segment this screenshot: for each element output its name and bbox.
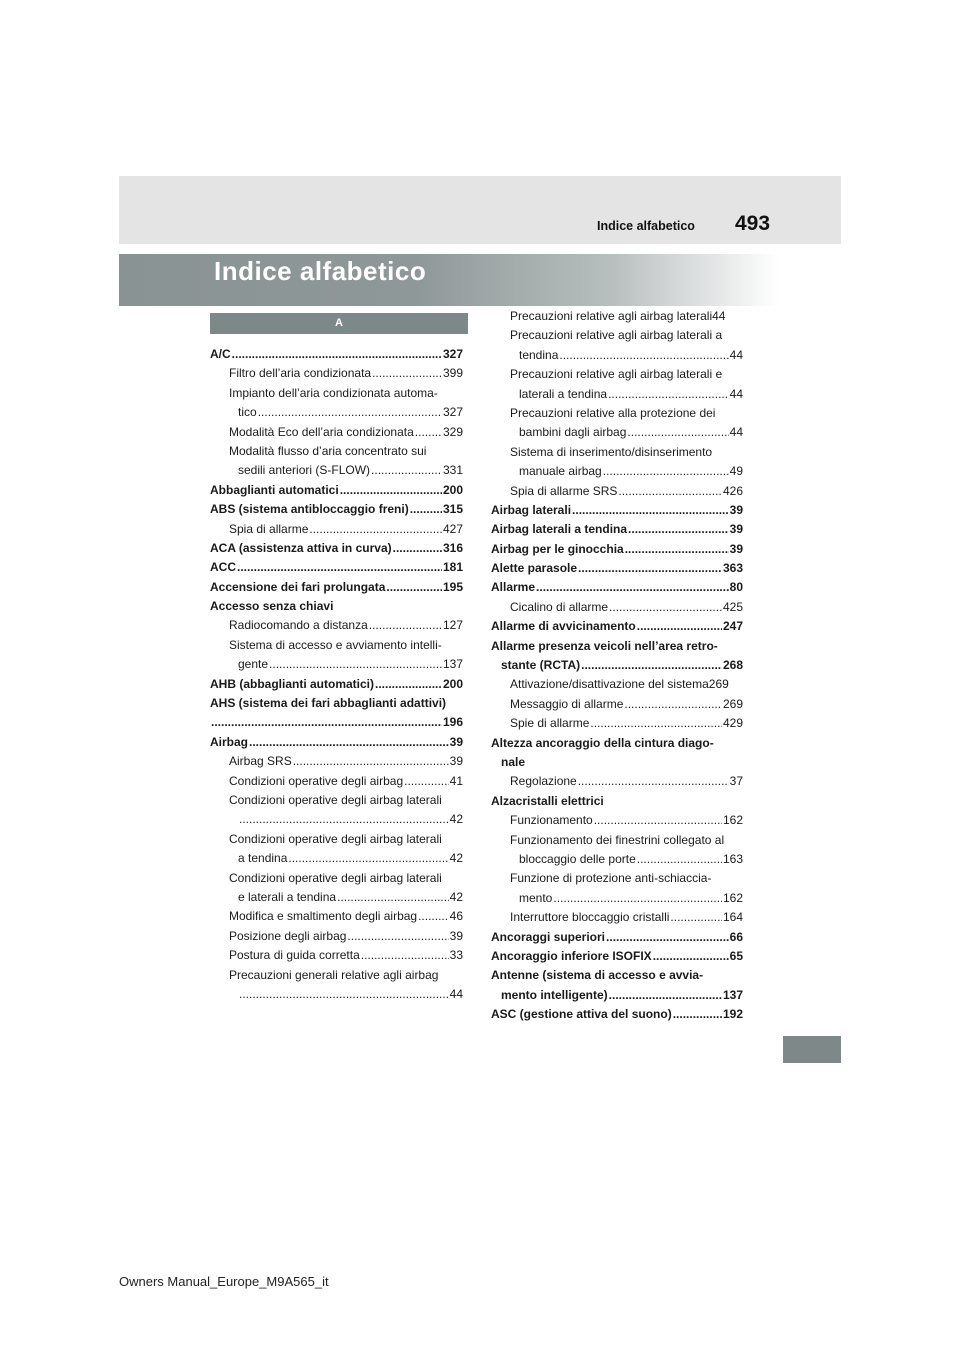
entry-text: Funzionamento <box>510 813 593 828</box>
entry-page-number: 316 <box>442 540 463 555</box>
entry-text: Cicalino di allarme <box>510 599 609 614</box>
index-entry <box>491 714 743 733</box>
index-entry <box>491 850 743 869</box>
index-entry: Precauzioni generali relative agli airbag <box>229 967 439 982</box>
index-entry <box>210 888 463 907</box>
entry-text: Spia di allarme SRS <box>510 483 618 498</box>
entry-page-number: 137 <box>722 987 743 1002</box>
leader-dots <box>594 811 722 830</box>
leader-dots <box>603 462 729 481</box>
leader-dots <box>637 850 722 869</box>
leader-dots <box>361 946 449 965</box>
thumb-index-tab <box>783 1036 841 1063</box>
index-entry <box>210 946 463 965</box>
index-entry <box>210 364 463 383</box>
entry-text: A/C <box>210 347 231 361</box>
entry-text: Abbaglianti automatici <box>210 482 339 497</box>
index-entry: Modalità flusso d’aria concentrato sui <box>229 443 427 458</box>
entry-text: Filtro dell’aria condizionata <box>229 366 372 381</box>
entry-text: laterali a tendina <box>519 386 608 401</box>
entry-page-number: 399 <box>442 366 463 381</box>
leader-dots <box>369 616 442 635</box>
entry-page-number: 49 <box>729 464 743 479</box>
entry-page-number: 44 <box>712 309 726 323</box>
leader-dots <box>670 908 722 927</box>
entry-text: Spia di allarme <box>229 521 309 536</box>
page-number: 493 <box>735 212 771 235</box>
index-entry: Alzacristalli elettrici <box>491 793 604 808</box>
index-entry <box>491 462 743 481</box>
leader-dots <box>237 558 442 577</box>
entry-page-number: 46 <box>449 909 463 924</box>
entry-page-number: 164 <box>722 910 743 925</box>
index-entry <box>491 656 743 675</box>
index-entry: Accesso senza chiavi <box>210 599 334 614</box>
entry-page-number: 66 <box>729 929 743 944</box>
leader-dots <box>239 810 449 829</box>
leader-dots <box>232 345 442 364</box>
index-entry <box>210 500 463 519</box>
entry-page-number: 268 <box>722 658 743 673</box>
index-entry <box>491 947 743 966</box>
entry-text: a tendina <box>238 851 288 866</box>
index-entry: Sistema di accesso e avviamento intelli- <box>229 637 442 652</box>
index-entry <box>491 811 743 830</box>
leader-dots <box>293 752 449 771</box>
leader-dots <box>418 907 449 926</box>
entry-page-number: 429 <box>722 716 743 731</box>
index-entry <box>491 346 743 365</box>
entry-text: Attivazione/disattivazione del sistema <box>510 677 709 692</box>
leader-dots <box>239 985 449 1004</box>
index-entry <box>491 889 743 908</box>
entry-page-number: 44 <box>729 425 743 440</box>
entry-text: Postura di guida corretta <box>229 948 360 963</box>
index-entry <box>210 772 463 791</box>
leader-dots <box>609 986 722 1005</box>
entry-text: e laterali a tendina <box>238 889 337 904</box>
entry-text: Airbag per le ginocchia <box>491 541 624 556</box>
leader-dots <box>371 461 442 480</box>
index-entry <box>210 675 463 694</box>
index-entry <box>491 1005 743 1024</box>
index-entry <box>491 307 743 326</box>
leader-dots <box>410 500 442 519</box>
entry-text: Airbag laterali <box>491 502 572 517</box>
entry-page-number: 163 <box>722 851 743 866</box>
entry-page-number: 65 <box>729 948 743 963</box>
index-entry: Funzione di protezione anti-schiaccia- <box>510 871 712 886</box>
leader-dots <box>578 559 722 578</box>
index-entry <box>491 772 743 791</box>
index-entry: nale <box>501 754 526 769</box>
entry-page-number: 39 <box>729 522 743 537</box>
entry-page-number: 80 <box>729 580 743 595</box>
entry-text: Modifica e smaltimento degli airbag <box>229 909 418 924</box>
leader-dots <box>288 849 448 868</box>
page-title: Indice alfabetico <box>214 256 427 286</box>
entry-text: Allarme <box>491 580 536 595</box>
leader-dots <box>637 617 722 636</box>
entry-text: ACA (assistenza attiva in curva) <box>210 540 392 555</box>
index-entry <box>210 713 463 732</box>
leader-dots <box>627 423 728 442</box>
index-entry: Precauzioni relative agli airbag laterali a <box>510 328 723 343</box>
section-letter: A <box>335 317 343 329</box>
page-header-band <box>119 176 841 244</box>
index-entry <box>491 908 743 927</box>
index-entry <box>210 423 463 442</box>
entry-page-number: 269 <box>722 696 743 711</box>
entry-page-number: 42 <box>449 812 463 827</box>
entry-page-number: 39 <box>449 734 463 749</box>
entry-text: Allarme di avvicinamento <box>491 619 636 634</box>
index-entry <box>491 675 743 694</box>
entry-page-number: 44 <box>729 347 743 362</box>
entry-text: Modalità Eco dell’aria condizionata <box>229 424 414 439</box>
entry-text: mento <box>519 890 553 905</box>
entry-page-number: 37 <box>729 774 743 789</box>
leader-dots <box>347 927 448 946</box>
leader-dots <box>249 733 449 752</box>
entry-page-number: 195 <box>442 579 463 594</box>
section-letter-bar <box>210 313 468 334</box>
index-entry <box>491 501 743 520</box>
leader-dots <box>618 482 722 501</box>
index-entry: Precauzioni relative alla protezione dei <box>510 405 716 420</box>
leader-dots <box>309 520 442 539</box>
entry-text: Condizioni operative degli airbag <box>229 773 404 788</box>
index-entry: Impianto dell’aria condizionata automa- <box>229 385 438 400</box>
leader-dots <box>625 540 729 559</box>
index-entry <box>491 385 743 404</box>
index-entry <box>491 540 743 559</box>
leader-dots <box>386 578 442 597</box>
index-entry <box>210 927 463 946</box>
entry-page-number: 39 <box>729 541 743 556</box>
leader-dots <box>559 346 728 365</box>
entry-text: Ancoraggio inferiore ISOFIX <box>491 948 652 963</box>
index-entry <box>491 578 743 597</box>
leader-dots <box>337 888 449 907</box>
index-entry: Precauzioni relative agli airbag laterali e <box>510 367 723 382</box>
entry-text: Posizione degli airbag <box>229 928 347 943</box>
entry-page-number: 426 <box>722 483 743 498</box>
index-entry <box>210 461 463 480</box>
entry-page-number: 42 <box>449 889 463 904</box>
leader-dots <box>372 364 442 383</box>
index-entry: Funzionamento dei finestrini collegato al <box>510 832 725 847</box>
entry-text: Ancoraggi superiori <box>491 929 606 944</box>
index-entry <box>210 345 463 364</box>
index-entry <box>491 559 743 578</box>
index-entry <box>210 578 463 597</box>
entry-text: sedili anteriori (S-FLOW) <box>238 463 371 478</box>
entry-text: Interruttore bloccaggio cristalli <box>510 910 670 925</box>
entry-page-number: 425 <box>722 599 743 614</box>
entry-page-number: 200 <box>442 482 463 497</box>
index-entry: AHS (sistema dei fari abbaglianti adattivi) <box>210 696 447 711</box>
entry-page-number: 41 <box>449 773 463 788</box>
index-entry <box>210 907 463 926</box>
index-entry <box>210 403 463 422</box>
leader-dots <box>581 656 722 675</box>
entry-page-number: 329 <box>442 424 463 439</box>
leader-dots <box>572 501 729 520</box>
entry-text: tico <box>238 405 257 420</box>
entry-text: Radiocomando a distanza <box>229 618 368 633</box>
index-entry <box>210 558 463 577</box>
entry-page-number: 331 <box>442 463 463 478</box>
entry-page-number: 137 <box>442 657 463 672</box>
entry-text: ABS (sistema antibloccaggio freni) <box>210 502 409 517</box>
index-entry <box>210 985 463 1004</box>
entry-text: Accensione dei fari prolungata <box>210 579 386 594</box>
leader-dots <box>628 520 729 539</box>
entry-page-number: 42 <box>449 851 463 866</box>
entry-page-number: 200 <box>442 676 463 691</box>
entry-text: Alette parasole <box>491 561 578 576</box>
leader-dots <box>653 947 729 966</box>
index-entry: Condizioni operative degli airbag laterali <box>229 831 442 846</box>
index-entry <box>491 482 743 501</box>
entry-text: Airbag <box>210 734 249 749</box>
leader-dots <box>404 772 449 791</box>
index-entry <box>491 986 743 1005</box>
entry-text: ACC <box>210 560 236 575</box>
index-entry: Sistema di inserimento/disinserimento <box>510 444 713 459</box>
index-entry <box>491 520 743 539</box>
entry-page-number: 33 <box>449 948 463 963</box>
leader-dots <box>375 675 442 694</box>
entry-page-number: 427 <box>442 521 463 536</box>
index-entry <box>210 752 463 771</box>
entry-text: bambini dagli airbag <box>519 425 627 440</box>
index-entry: Allarme presenza veicoli nell’area retro- <box>491 638 718 653</box>
leader-dots <box>608 385 729 404</box>
header-section-title: Indice alfabetico <box>597 219 695 233</box>
entry-text: AHB (abbaglianti automatici) <box>210 676 375 691</box>
entry-page-number: 181 <box>442 560 463 575</box>
entry-text: tendina <box>519 347 559 362</box>
entry-text: Messaggio di allarme <box>510 696 624 711</box>
entry-text: Airbag laterali a tendina <box>491 522 628 537</box>
entry-page-number: 269 <box>708 677 729 692</box>
entry-page-number: 315 <box>442 502 463 517</box>
entry-text: bloccaggio delle porte <box>519 851 636 866</box>
leader-dots <box>340 481 442 500</box>
entry-page-number: 247 <box>722 619 743 634</box>
entry-text: Airbag SRS <box>229 754 292 769</box>
entry-text: mento intelligente) <box>501 987 608 1002</box>
page-footer: Owners Manual_Europe_M9A565_it <box>119 1274 329 1289</box>
entry-text: ASC (gestione attiva del suono) <box>491 1007 672 1022</box>
entry-page-number: 44 <box>729 386 743 401</box>
leader-dots <box>536 578 729 597</box>
index-entry <box>210 655 463 674</box>
leader-dots <box>609 598 722 617</box>
index-entry <box>210 810 463 829</box>
entry-page-number: 327 <box>442 347 463 361</box>
leader-dots <box>211 713 442 732</box>
entry-page-number: 327 <box>442 405 463 420</box>
leader-dots <box>624 695 722 714</box>
leader-dots <box>415 423 442 442</box>
entry-page-number: 162 <box>722 890 743 905</box>
index-entry <box>210 616 463 635</box>
entry-page-number: 192 <box>722 1007 743 1022</box>
entry-page-number: 39 <box>729 502 743 517</box>
entry-text: Spie di allarme <box>510 716 590 731</box>
index-entry <box>491 598 743 617</box>
index-entry <box>210 849 463 868</box>
index-entry <box>491 617 743 636</box>
index-entry: Altezza ancoraggio della cintura diago- <box>491 735 714 750</box>
leader-dots <box>269 655 442 674</box>
index-entry <box>491 928 743 947</box>
index-entry <box>210 733 463 752</box>
index-entry <box>491 423 743 442</box>
entry-page-number: 39 <box>449 928 463 943</box>
entry-text: stante (RCTA) <box>501 658 581 673</box>
leader-dots <box>673 1005 722 1024</box>
entry-text: gente <box>238 657 269 672</box>
index-entry <box>210 520 463 539</box>
entry-page-number: 44 <box>449 986 463 1001</box>
entry-text: Regolazione <box>510 774 577 789</box>
entry-text: Precauzioni relative agli airbag laterali <box>510 309 713 323</box>
leader-dots <box>553 889 722 908</box>
index-entry <box>210 481 463 500</box>
index-entry <box>491 695 743 714</box>
index-column-right <box>491 307 743 1024</box>
index-entry: Condizioni operative degli airbag laterali <box>229 792 442 807</box>
entry-page-number: 39 <box>449 754 463 769</box>
entry-page-number: 162 <box>722 813 743 828</box>
leader-dots <box>578 772 729 791</box>
entry-page-number: 363 <box>722 561 743 576</box>
index-entry <box>210 539 463 558</box>
entry-page-number: 127 <box>442 618 463 633</box>
leader-dots <box>393 539 442 558</box>
index-column-left <box>210 345 463 1004</box>
leader-dots <box>590 714 722 733</box>
entry-text: manuale airbag <box>519 464 602 479</box>
leader-dots <box>258 403 442 422</box>
entry-page-number: 196 <box>442 715 463 730</box>
index-entry: Antenne (sistema di accesso e avvia- <box>491 968 704 983</box>
leader-dots <box>606 928 729 947</box>
index-entry: Condizioni operative degli airbag laterali <box>229 870 442 885</box>
